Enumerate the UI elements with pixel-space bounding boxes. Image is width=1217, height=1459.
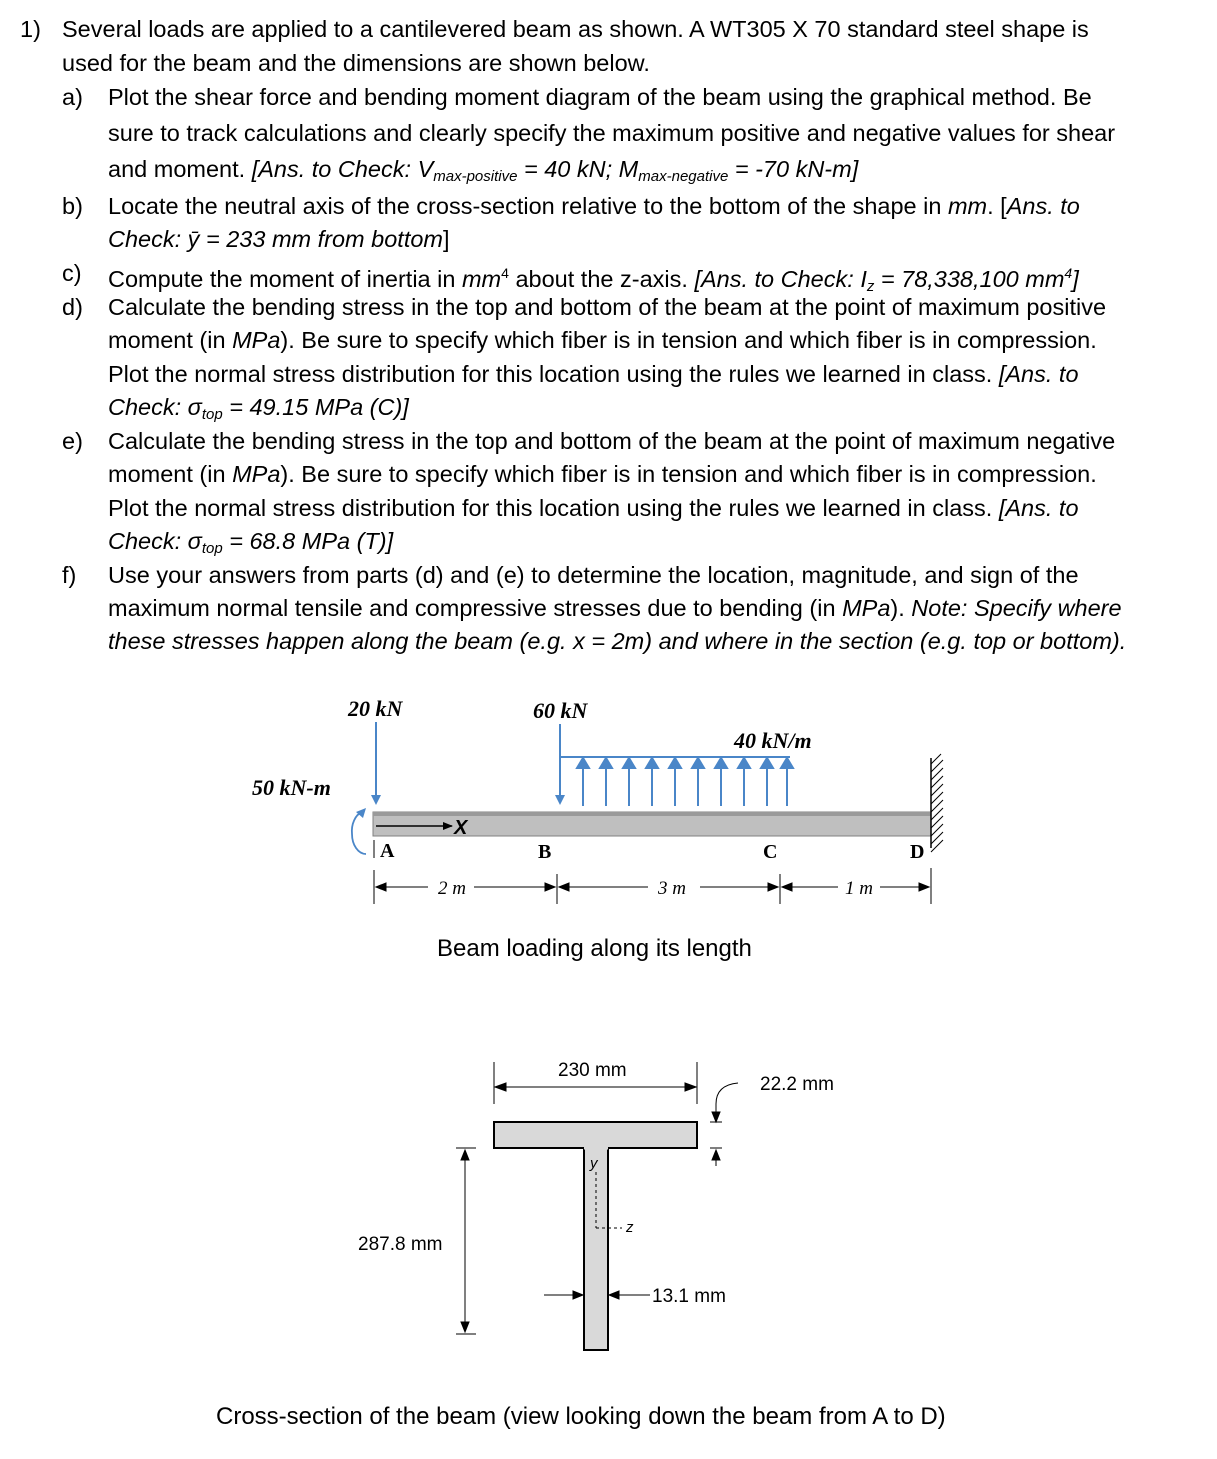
flange-thickness-label: 22.2 mm <box>760 1074 834 1095</box>
moment-label: 50 kN-m <box>252 775 331 800</box>
intro-line-2: used for the beam and the dimensions are shown below. <box>62 50 650 76</box>
part-a-label: a) <box>62 84 83 110</box>
part-a-line-1: Plot the shear force and bending moment diagram of the beam using the graphical method. Be <box>108 84 1092 110</box>
part-c-line-1: Compute the moment of inertia in $mm^4$ about the z-axis. [Ans. to Check: $I_z = 78,338,100$ $mm^4$] <box>108 265 1079 295</box>
dim-bc-label: 3 m <box>658 878 686 899</box>
point-c-label: C <box>763 841 778 863</box>
cross-section-diagram <box>0 1040 1217 1370</box>
part-f-label: f) <box>62 562 77 588</box>
question-number: 1) <box>20 16 41 42</box>
part-f-line-2: maximum normal tensile and compressive stresses due to bending (in MPa). Note: Specify where <box>108 595 1122 621</box>
part-a-line-3 <box>108 155 858 191</box>
part-a-line-2: sure to track calculations and clearly specify the maximum positive and negative values for shear <box>108 120 1116 146</box>
part-c-answer: [Ans. to Check: $I_z = 78,338,100$ $mm^4$] <box>694 265 1079 295</box>
part-a-line-3-text: and moment. <box>108 156 252 182</box>
section-caption: Cross-section of the beam (view looking down the beam from A to D) <box>216 1403 946 1430</box>
beam-caption: Beam loading along its length <box>437 935 752 962</box>
part-e-line-3: Plot the normal stress distribution for this location using the rules we learned in class. [Ans. to <box>108 495 1079 521</box>
load-60kn-label: 60 kN <box>533 698 588 723</box>
flange-width-label: 230 mm <box>558 1060 627 1081</box>
part-e-label: e) <box>62 428 83 454</box>
point-b-label: B <box>538 841 552 863</box>
z-axis-label: z <box>626 1219 634 1236</box>
part-b-label: b) <box>62 193 83 219</box>
load-20kn-label: 20 kN <box>348 696 403 721</box>
part-d-line-3: Plot the normal stress distribution for this location using the rules we learned in class. [Ans. to <box>108 361 1079 387</box>
point-d-label: D <box>910 841 925 863</box>
depth-label: 287.8 mm <box>358 1234 443 1255</box>
tee-flange <box>494 1122 697 1148</box>
part-c-label: c) <box>62 260 82 286</box>
web-thickness-label: 13.1 mm <box>652 1286 726 1307</box>
y-axis-label: y <box>590 1155 598 1172</box>
part-e-line-2: moment (in MPa). Be sure to specify which fiber is in tension and which fiber is in compression. <box>108 461 1097 487</box>
part-d-label: d) <box>62 294 83 320</box>
dist-load-label: 40 kN/m <box>734 728 812 753</box>
part-f-line-3: these stresses happen along the beam (e.g. x = 2m) and where in the section (e.g. top or bottom). <box>108 628 1127 654</box>
part-d-line-2: moment (in MPa). Be sure to specify which fiber is in tension and which fiber is in compression. <box>108 327 1097 353</box>
fixed-support <box>931 754 943 852</box>
flange-thickness-dimension <box>710 1083 738 1166</box>
part-f-line-1: Use your answers from parts (d) and (e) to determine the location, magnitude, and sign of the <box>108 562 1079 588</box>
part-e-line-1: Calculate the bending stress in the top and bottom of the beam at the point of maximum negative <box>108 428 1116 454</box>
dim-ab-label: 2 m <box>438 878 466 899</box>
dim-cd-label: 1 m <box>845 878 873 899</box>
part-b-line-2: Check: ȳ = 233 mm from bottom] <box>108 226 450 252</box>
intro-line-1: Several loads are applied to a cantilevered beam as shown. A WT305 X 70 standard steel shape is <box>62 16 1089 42</box>
distributed-load <box>560 757 793 806</box>
x-axis-label: X <box>454 817 468 839</box>
part-d-line-1: Calculate the bending stress in the top and bottom of the beam at the point of maximum positive <box>108 294 1107 320</box>
part-d-line-4: Check: $\sigma_{top} = 49.15$ MPa (C)] <box>108 394 409 423</box>
part-e-line-4: Check: $\sigma_{top} = 68.8$ MPa (T)] <box>108 528 394 557</box>
moment-arrow <box>352 812 366 854</box>
depth-dimension <box>456 1148 476 1334</box>
point-a-label: A <box>380 840 395 862</box>
part-b-line-1: Locate the neutral axis of the cross-section relative to the bottom of the shape in mm. [Ans. to <box>108 193 1080 219</box>
part-a-answer: [Ans. to Check: $V_{max-positive} = 40$ kN; $M_{max-negative} = -70$ kN-m] <box>251 156 859 185</box>
